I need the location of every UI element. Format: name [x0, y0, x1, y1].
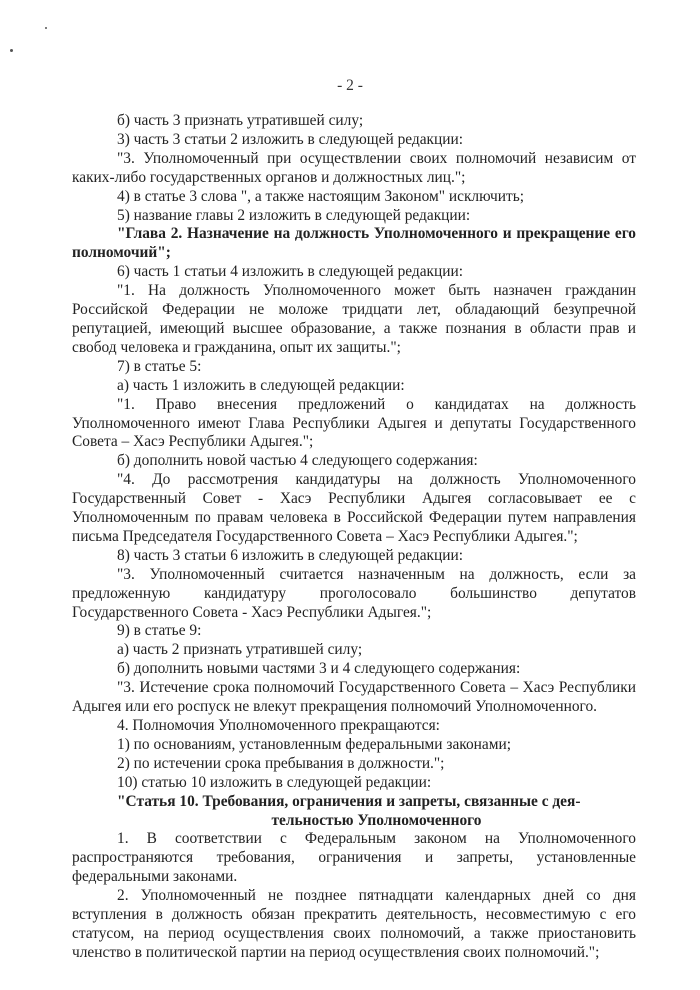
- paragraph: "1. На должность Уполномоченного может быть назначен гражданин Российской Федерации не моложе тридцати лет, обладающий безупречной репутацией, имеющий высшее образование, а также познания в области прав и свобод человека и гражданина, опыт их защиты.";: [72, 282, 636, 356]
- paragraph: а) часть 2 признать утратившей силу;: [117, 641, 363, 659]
- paragraph: 2. Уполномоченный не позднее пятнадцати календарных дней со дня вступления в должность обязан прекратить деятельность, несовместимую с его статусом, на период осуществления своих полномочий, а также приостановить членство в политической партии на период осуществления своих полномочий.";: [72, 887, 636, 961]
- article-title-line1: "Статья 10. Требования, ограничения и запреты, связанные с дея-: [117, 792, 581, 810]
- paragraph: "4. До рассмотрения кандидатуры на должность Уполномоченного Государственный Совет - Хасэ Республики Адыгея согласовывает ее с Уполномоченным по правам человека в Российской Федерации путем направления письма Председателя Государственного Совета – Хасэ Республики Адыгея.";: [72, 471, 636, 545]
- paragraph: 10) статью 10 изложить в следующей редакции:: [117, 773, 432, 791]
- paragraph: 4. Полномочия Уполномоченного прекращаются:: [117, 717, 440, 734]
- paragraph: 1. В соответствии с Федеральным законом на Уполномоченного распространяются требования, ограничения и запреты, установленные федеральными законами.: [72, 830, 636, 886]
- document-body: [72, 112, 636, 963]
- scan-speck: [45, 27, 47, 29]
- article-title: [72, 793, 636, 831]
- paragraph: б) дополнить новыми частями 3 и 4 следующего содержания:: [117, 660, 521, 678]
- paragraph: 8) часть 3 статьи 6 изложить в следующей редакции:: [117, 546, 464, 564]
- paragraph: б) дополнить новой частью 4 следующего содержания:: [117, 452, 478, 470]
- paragraph: 9) в статье 9:: [117, 622, 202, 640]
- paragraph: "1. Право внесения предложений о кандидатах на должность Уполномоченного имеют Глава Республики Адыгея и депутаты Государственного Совета – Хасэ Республики Адыгея.";: [72, 395, 636, 451]
- article-title-line2: тельностью Уполномоченного: [271, 811, 482, 829]
- paragraph: 3) часть 3 статьи 2 изложить в следующей редакции:: [117, 130, 464, 148]
- paragraph: "3. Уполномоченный при осуществлении своих полномочий независим от каких-либо государственных органов и должностных лиц.";: [72, 149, 636, 186]
- paragraph: 7) в статье 5:: [117, 357, 202, 375]
- paragraph-list-after: [72, 830, 636, 962]
- scan-speck: [10, 49, 13, 52]
- page-number: - 2 -: [337, 77, 363, 94]
- paragraph: 1) по основаниям, установленным федеральными законами;: [117, 735, 511, 753]
- paragraph: 2) по истечении срока пребывания в должности.";: [117, 754, 445, 772]
- paragraph: 5) название главы 2 изложить в следующей редакции:: [117, 206, 471, 224]
- paragraph: 4) в статье 3 слова ", а также настоящим Законом" исключить;: [117, 187, 525, 205]
- paragraph: 6) часть 1 статьи 4 изложить в следующей редакции:: [117, 263, 464, 281]
- paragraph: б) часть 3 признать утратившей силу;: [117, 112, 364, 129]
- paragraph: "3. Истечение срока полномочий Государственного Совета – Хасэ Республики Адыгея или его роспуск не влекут прекращения полномочий Уполномоченного.: [72, 679, 636, 716]
- paragraph-list: [72, 112, 636, 793]
- chapter-heading: "Глава 2. Назначение на должность Уполномоченного и прекращение его полномочий";: [72, 225, 636, 262]
- paragraph: "3. Уполномоченный считается назначенным на должность, если за предложенную кандидатуру проголосовало большинство депутатов Государственного Совета - Хасэ Республики Адыгея.";: [72, 565, 636, 621]
- paragraph: а) часть 1 изложить в следующей редакции:: [117, 376, 405, 394]
